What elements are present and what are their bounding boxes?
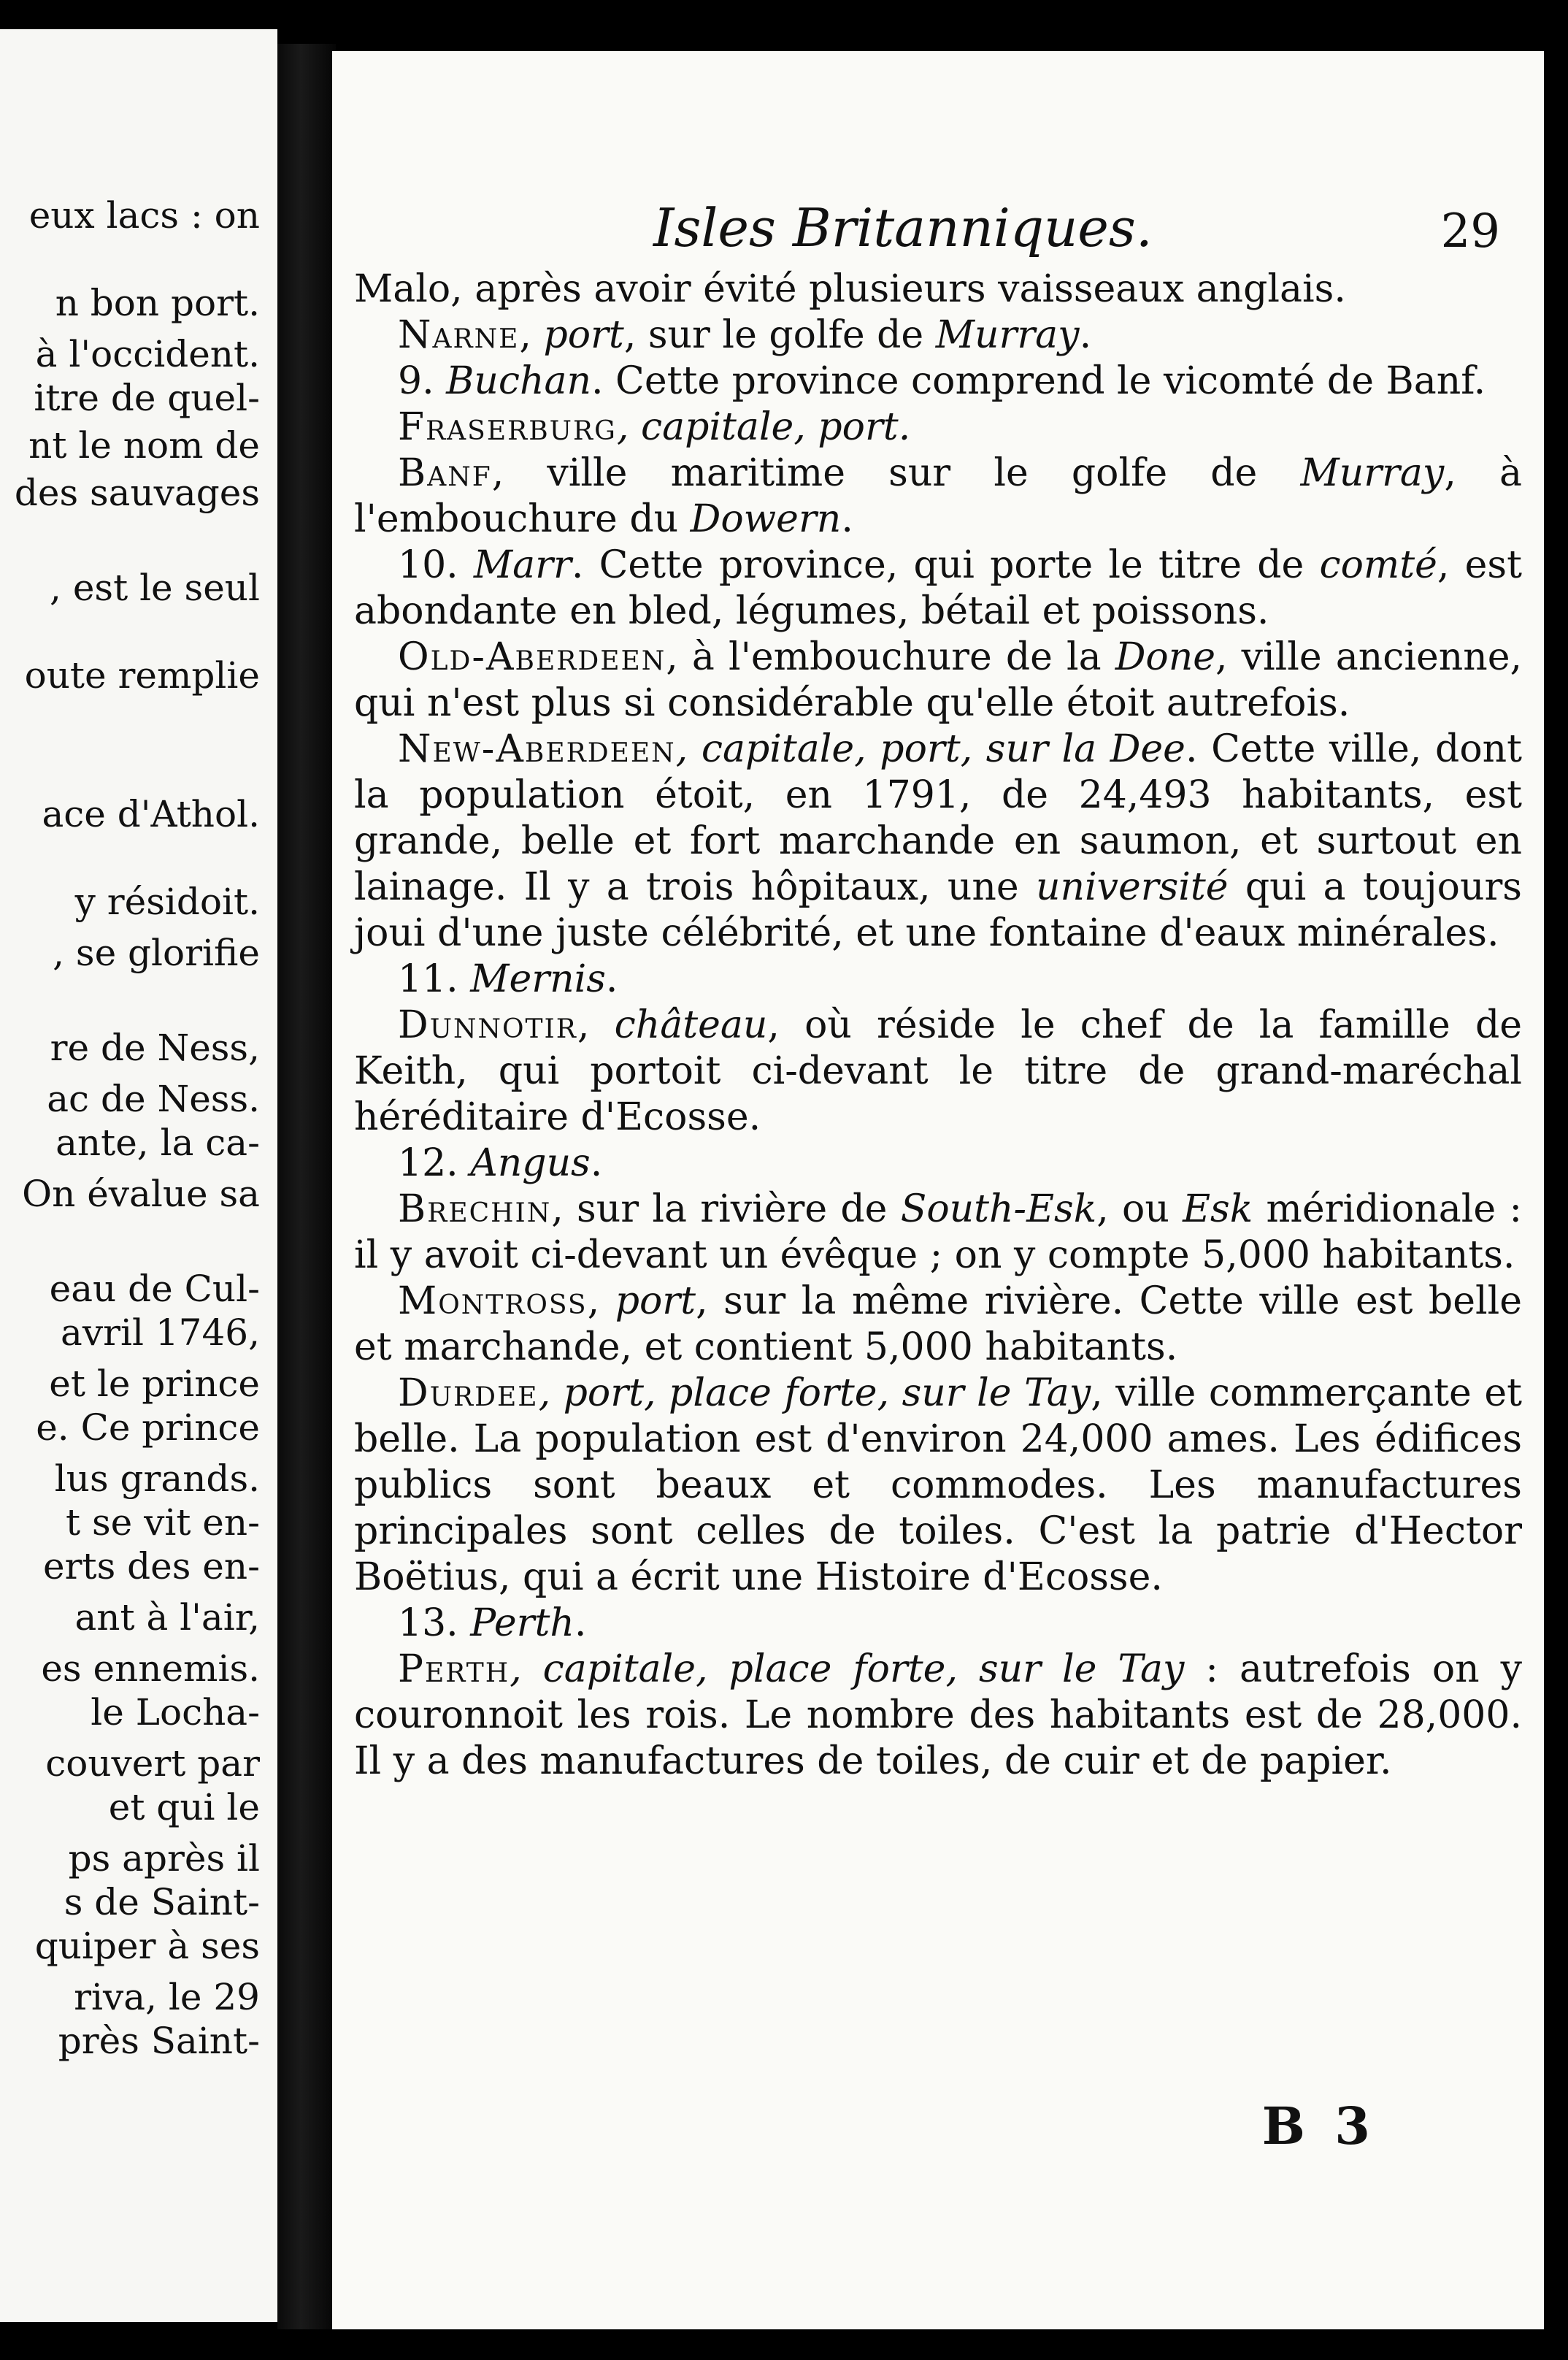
left-page-line: ace d'Athol. [42,793,260,835]
left-page-line: eux lacs : on [28,194,260,237]
left-page-line: es ennemis. [41,1647,260,1690]
left-page-line: des sauvages [14,472,260,514]
page-header [332,197,1544,263]
left-page-line: ps après il [68,1837,260,1880]
left-page-line: n bon port. [55,282,260,324]
main-text [354,267,1522,1785]
left-page-line: , est le seul [50,567,260,609]
left-page-line: , se glorifie [53,932,260,974]
right-page [332,51,1544,2329]
left-page-line: quiper à ses [34,1925,260,1967]
left-page-line: ac de Ness. [47,1078,260,1120]
left-page-line: erts des en- [43,1545,260,1587]
book-gutter [277,44,336,2329]
paragraph: Dunnotir, château, où réside le chef de la famille de Keith, qui portoit ci-devant le titre de grand-maréchal héréditaire d'Ecosse. [354,1003,1522,1139]
left-page-line: et qui le [108,1786,260,1828]
paragraph: Old-Aberdeen, à l'embouchure de la Done, ville ancienne, qui n'est plus si considérable qu'elle étoit autrefois. [354,635,1523,725]
paragraph: Narne, port, sur le golfe de Murray. [398,313,1092,357]
left-page-line: itre de quel- [34,377,260,419]
left-page-line: eau de Cul- [49,1268,260,1310]
left-page-line: avril 1746, [61,1311,260,1354]
paragraph: Montross, port, sur la même rivière. Cette ville est belle et marchande, et contient 5,000 habitants. [354,1279,1522,1369]
left-page-line: riva, le 29 [74,1976,260,2018]
left-page-line: à l'occident. [35,333,260,375]
province-heading: 10. Marr. Cette province, qui porte le titre de comté, est abondante en bled, légumes, bétail et poissons. [354,543,1522,633]
province-heading: 9. Buchan. Cette province comprend le vicomté de Banf. [398,359,1486,403]
province-heading: 11. Mernis. [398,957,618,1001]
paragraph: Durdee, port, place forte, sur le Tay, ville commerçante et belle. La population est d'environ 24,000 ames. Les édifices publics sont beaux et commodes. Les manufactures principales sont celles de toiles. C'est la patrie d'Hector Boëtius, qui a écrit une Histoire d'Ecosse. [354,1371,1523,1599]
left-page-line: y résidoit. [74,881,260,923]
paragraph: Perth, capitale, place forte, sur le Tay : autrefois on y couronnoit les rois. Le nombre des habitants est de 28,000. Il y a des manufactures de toiles, de cuir et de papier. [354,1647,1522,1783]
province-heading: 12. Angus. [398,1141,603,1185]
page-number: 29 [1440,204,1500,258]
left-page-line: lus grands. [54,1457,260,1500]
left-page-line: couvert par [45,1742,260,1785]
paragraph: Malo, après avoir évité plusieurs vaisseaux anglais. [354,267,1346,311]
paragraph: Fraserburg, capitale, port. [398,405,911,449]
paragraph: New-Aberdeen, capitale, port, sur la Dee. Cette ville, dont la population étoit, en 1791, de 24,493 habitants, est grande, belle et fort marchande en saumon, et surtout en lainage. Il y a trois hôpitaux, une université qui a toujours joui d'une juste célébrité, et une fontaine d'eaux minérales. [354,727,1523,955]
left-page-line: et le prince [49,1363,260,1405]
paragraph: Banf, ville maritime sur le golfe de Murray, à l'embouchure du Dowern. [354,451,1522,541]
left-page-line: s de Saint- [64,1881,260,1923]
left-page-line: e. Ce prince [36,1406,260,1449]
province-heading: 13. Perth. [398,1601,587,1645]
left-page-line: ant à l'air, [74,1596,260,1639]
left-page-line: On évalue sa [22,1173,260,1215]
left-page-line: nt le nom de [28,424,260,467]
left-page-line: oute remplie [24,654,260,697]
left-page-line: ante, la ca- [55,1122,260,1164]
paragraph: Brechin, sur la rivière de South-Esk, ou Esk méridionale : il y avoit ci-devant un évêque ; on y compte 5,000 habitants. [354,1187,1522,1277]
left-page-fragment [0,29,277,2322]
left-page-line: le Locha- [91,1691,260,1733]
left-page-line: re de Ness, [50,1027,260,1069]
running-title: Isles Britanniques. [653,197,1153,258]
left-page-line: t se vit en- [65,1501,260,1544]
signature-mark: B 3 [1261,2096,1376,2156]
left-page-line: près Saint- [58,2020,260,2062]
